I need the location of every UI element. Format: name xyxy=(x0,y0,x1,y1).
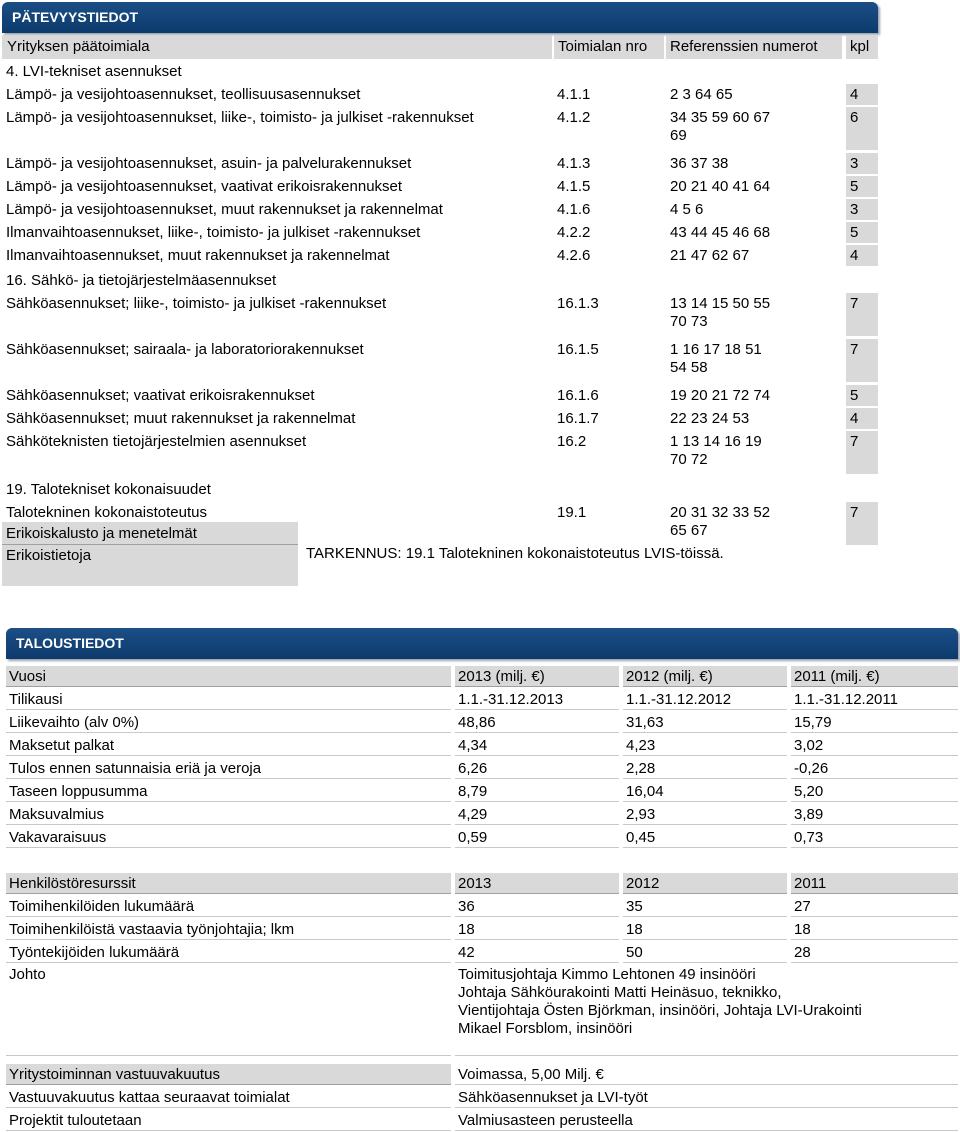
finance-cell: -0,26 xyxy=(791,758,958,779)
qual-row-name: Sähköasennukset; sairaala- ja laboratoriorakennukset xyxy=(6,341,364,358)
qual-header-main-cell xyxy=(2,35,552,59)
finance-cell: Vakavaraisuus xyxy=(6,827,451,848)
qual-header-count-cell xyxy=(846,35,878,59)
qual-row-refs: 20 31 32 33 52 xyxy=(670,504,771,521)
qual-header-code-cell xyxy=(554,35,664,59)
finance-cell: 1.1.-31.12.2013 xyxy=(455,689,619,710)
insurance-label: Projektit tuloutetaan xyxy=(6,1110,451,1131)
qual-row-name: Sähköasennukset; vaativat erikoisrakennukset xyxy=(6,387,315,404)
qualifications-section-header xyxy=(2,2,878,33)
finance-section-header xyxy=(6,628,958,659)
finance-header-cell: 2011 (milj. €) xyxy=(791,666,958,687)
qual-row-refs-cont: 70 73 xyxy=(670,313,708,330)
special-note: TARKENNUS: 19.1 Talotekninen kokonaistoteutus LVIS-töissä. xyxy=(306,545,724,562)
qual-row-refs: 20 21 40 41 64 xyxy=(670,178,771,195)
finance-cell: Maksetut palkat xyxy=(6,735,451,756)
qual-row-count: 3 xyxy=(850,155,859,172)
qual-row-count: 5 xyxy=(850,178,859,195)
qual-row-count-cell xyxy=(846,176,878,197)
finance-cell: 48,86 xyxy=(455,712,619,733)
qual-row-code: 4.1.3 xyxy=(557,155,591,172)
personnel-header-cell: Henkilöstöresurssit xyxy=(6,873,451,894)
qual-row-count: 5 xyxy=(850,224,859,241)
finance-cell: 0,45 xyxy=(623,827,787,848)
qual-row-name: Sähköasennukset; muut rakennukset ja rakennelmat xyxy=(6,410,356,427)
qual-col-code: Toimialan nro xyxy=(558,38,648,55)
finance-cell: 3,02 xyxy=(791,735,958,756)
finance-cell: Taseen loppusumma xyxy=(6,781,451,802)
finance-cell: 1.1.-31.12.2011 xyxy=(791,689,958,710)
qual-row-count: 5 xyxy=(850,387,859,404)
qual-row-refs-cont: 69 xyxy=(670,127,687,144)
qual-row-count-cell xyxy=(846,408,878,429)
qual-row-code: 16.1.3 xyxy=(557,295,599,312)
personnel-cell: 18 xyxy=(623,919,787,940)
management-line: Vientijohtaja Östen Björkman, insinööri, Johtaja LVI-Urakointi xyxy=(458,1002,862,1019)
finance-cell: 0,73 xyxy=(791,827,958,848)
insurance-header-row xyxy=(6,1064,958,1086)
qual-row-count-cell xyxy=(846,502,878,545)
finance-title: TALOUSTIEDOT xyxy=(16,635,124,651)
personnel-cell: Toimihenkilöistä vastaavia työnjohtajia; lkm xyxy=(6,919,451,940)
qual-row-code: 19.1 xyxy=(557,504,587,521)
qual-row-count-cell xyxy=(846,199,878,220)
qual-row-count: 6 xyxy=(850,109,859,126)
special-info-label-box xyxy=(2,522,298,586)
qual-row-code: 4.1.6 xyxy=(557,201,591,218)
qual-row-count: 7 xyxy=(850,341,859,358)
qual-row-refs: 1 13 14 16 19 xyxy=(670,433,762,450)
special-divider xyxy=(2,544,298,545)
finance-row xyxy=(6,804,958,826)
personnel-cell: 18 xyxy=(791,919,958,940)
qual-row-count: 7 xyxy=(850,433,859,450)
special-equipment-label: Erikoiskalusto ja menetelmät xyxy=(6,525,197,542)
qual-row-refs-cont: 70 72 xyxy=(670,451,708,468)
qual-row-refs: 19 20 21 72 74 xyxy=(670,387,771,404)
qual-row-name: Talotekninen kokonaistoteutus xyxy=(6,504,207,521)
group-heading: 4. LVI-tekniset asennukset xyxy=(6,63,182,80)
qual-row-refs-cont: 54 58 xyxy=(670,359,708,376)
qual-row-code: 4.2.6 xyxy=(557,247,591,264)
personnel-cell: 18 xyxy=(455,919,619,940)
finance-cell: 31,63 xyxy=(623,712,787,733)
qual-row-count: 7 xyxy=(850,504,859,521)
finance-cell: 16,04 xyxy=(623,781,787,802)
qual-row-count: 3 xyxy=(850,201,859,218)
qual-row-refs: 43 44 45 46 68 xyxy=(670,224,771,241)
qual-row-code: 16.2 xyxy=(557,433,587,450)
qual-row-count-cell xyxy=(846,222,878,243)
insurance-row xyxy=(6,1087,958,1109)
qual-header-refs-cell xyxy=(666,35,842,59)
finance-row xyxy=(6,689,958,711)
management-line: Toimitusjohtaja Kimmo Lehtonen 49 insinööri xyxy=(458,966,756,983)
finance-cell: 2,28 xyxy=(623,758,787,779)
finance-cell: 8,79 xyxy=(455,781,619,802)
qual-col-refs: Referenssien numerot xyxy=(670,38,818,55)
insurance-row xyxy=(6,1110,958,1132)
personnel-cell: 27 xyxy=(791,896,958,917)
personnel-header-row xyxy=(6,873,958,895)
qual-row-count: 7 xyxy=(850,295,859,312)
qualifications-title: PÄTEVYYSTIEDOT xyxy=(12,9,139,25)
finance-row xyxy=(6,758,958,780)
qual-col-main: Yrityksen päätoimiala xyxy=(7,38,150,55)
qual-row-name: Lämpö- ja vesijohtoasennukset, muut rakennukset ja rakennelmat xyxy=(6,201,443,218)
qual-row-count-cell xyxy=(846,339,878,382)
insurance-value: Valmiusasteen perusteella xyxy=(455,1110,958,1131)
qual-row-count: 4 xyxy=(850,410,859,427)
finance-header-cell: 2013 (milj. €) xyxy=(455,666,619,687)
qual-row-code: 16.1.5 xyxy=(557,341,599,358)
qual-row-count-cell xyxy=(846,293,878,336)
qual-row-code: 4.1.1 xyxy=(557,86,591,103)
finance-row xyxy=(6,827,958,849)
finance-header-row xyxy=(6,666,958,688)
qual-row-count: 4 xyxy=(850,247,859,264)
personnel-row xyxy=(6,942,958,964)
qual-row-code: 4.1.2 xyxy=(557,109,591,126)
qual-row-name: Sähköteknisten tietojärjestelmien asennukset xyxy=(6,433,307,450)
management-line: Johtaja Sähköurakointi Matti Heinäsuo, teknikko, xyxy=(458,984,782,1001)
personnel-cell: Työntekijöiden lukumäärä xyxy=(6,942,451,963)
insurance-label: Vastuuvakuutus kattaa seuraavat toimialat xyxy=(6,1087,451,1108)
insurance-header-label: Yritystoiminnan vastuuvakuutus xyxy=(6,1064,451,1085)
finance-cell: Tilikausi xyxy=(6,689,451,710)
finance-cell: 0,59 xyxy=(455,827,619,848)
qual-row-refs: 21 47 62 67 xyxy=(670,247,750,264)
finance-row xyxy=(6,781,958,803)
finance-row xyxy=(6,712,958,734)
qual-row-name: Lämpö- ja vesijohtoasennukset, teollisuusasennukset xyxy=(6,86,361,103)
qual-row-refs: 34 35 59 60 67 xyxy=(670,109,771,126)
qual-row-name: Ilmanvaihtoasennukset, muut rakennukset ja rakennelmat xyxy=(6,247,390,264)
management-value-cell xyxy=(455,964,958,1056)
insurance-value: Sähköasennukset ja LVI-työt xyxy=(455,1087,958,1108)
finance-cell: 4,29 xyxy=(455,804,619,825)
personnel-cell: 28 xyxy=(791,942,958,963)
qual-row-code: 16.1.6 xyxy=(557,387,599,404)
finance-cell: 5,20 xyxy=(791,781,958,802)
finance-cell: 3,89 xyxy=(791,804,958,825)
finance-cell: Liikevaihto (alv 0%) xyxy=(6,712,451,733)
personnel-cell: 35 xyxy=(623,896,787,917)
management-line: Mikael Forsblom, insinööri xyxy=(458,1020,633,1037)
qual-row-count-cell xyxy=(846,431,878,474)
management-label-cell xyxy=(6,964,451,1056)
personnel-cell: 42 xyxy=(455,942,619,963)
finance-cell: 15,79 xyxy=(791,712,958,733)
personnel-row xyxy=(6,896,958,918)
management-label: Johto xyxy=(9,966,46,983)
qual-row-count: 4 xyxy=(850,86,859,103)
finance-cell: 1.1.-31.12.2012 xyxy=(623,689,787,710)
qual-row-code: 4.2.2 xyxy=(557,224,591,241)
group-heading: 16. Sähkö- ja tietojärjestelmäasennukset xyxy=(6,272,277,289)
qual-row-name: Lämpö- ja vesijohtoasennukset, vaativat erikoisrakennukset xyxy=(6,178,403,195)
qual-row-count-cell xyxy=(846,153,878,174)
group-heading: 19. Talotekniset kokonaisuudet xyxy=(6,481,211,498)
finance-header-cell: 2012 (milj. €) xyxy=(623,666,787,687)
qual-col-count: kpl xyxy=(850,38,870,55)
special-info-label: Erikoistietoja xyxy=(6,547,92,564)
qual-row-count-cell xyxy=(846,385,878,406)
personnel-header-cell: 2013 xyxy=(455,873,619,894)
qual-row-refs: 13 14 15 50 55 xyxy=(670,295,771,312)
qual-row-name: Sähköasennukset; liike-, toimisto- ja julkiset -rakennukset xyxy=(6,295,387,312)
qual-row-refs: 22 23 24 53 xyxy=(670,410,750,427)
personnel-header-cell: 2012 xyxy=(623,873,787,894)
qual-row-code: 16.1.7 xyxy=(557,410,599,427)
personnel-header-cell: 2011 xyxy=(791,873,958,894)
finance-cell: Maksuvalmius xyxy=(6,804,451,825)
qual-row-count-cell xyxy=(846,107,878,150)
finance-row xyxy=(6,735,958,757)
personnel-row xyxy=(6,919,958,941)
personnel-cell: 36 xyxy=(455,896,619,917)
qual-row-refs: 1 16 17 18 51 xyxy=(670,341,762,358)
qual-row-count-cell xyxy=(846,84,878,105)
qual-row-refs: 4 5 6 xyxy=(670,201,704,218)
finance-header-cell: Vuosi xyxy=(6,666,451,687)
personnel-cell: 50 xyxy=(623,942,787,963)
qual-row-name: Lämpö- ja vesijohtoasennukset, asuin- ja palvelurakennukset xyxy=(6,155,412,172)
qual-row-refs: 2 3 64 65 xyxy=(670,86,733,103)
qual-row-count-cell xyxy=(846,245,878,266)
finance-cell: 6,26 xyxy=(455,758,619,779)
qual-row-name: Lämpö- ja vesijohtoasennukset, liike-, toimisto- ja julkiset -rakennukset xyxy=(6,109,474,126)
qual-row-code: 4.1.5 xyxy=(557,178,591,195)
finance-cell: 2,93 xyxy=(623,804,787,825)
insurance-header-value: Voimassa, 5,00 Milj. € xyxy=(455,1064,958,1085)
qual-row-refs: 36 37 38 xyxy=(670,155,729,172)
finance-cell: 4,34 xyxy=(455,735,619,756)
qual-row-name: Ilmanvaihtoasennukset, liike-, toimisto- ja julkiset -rakennukset xyxy=(6,224,421,241)
personnel-cell: Toimihenkilöiden lukumäärä xyxy=(6,896,451,917)
finance-cell: 4,23 xyxy=(623,735,787,756)
qual-row-refs-cont: 65 67 xyxy=(670,522,708,539)
finance-cell: Tulos ennen satunnaisia eriä ja veroja xyxy=(6,758,451,779)
